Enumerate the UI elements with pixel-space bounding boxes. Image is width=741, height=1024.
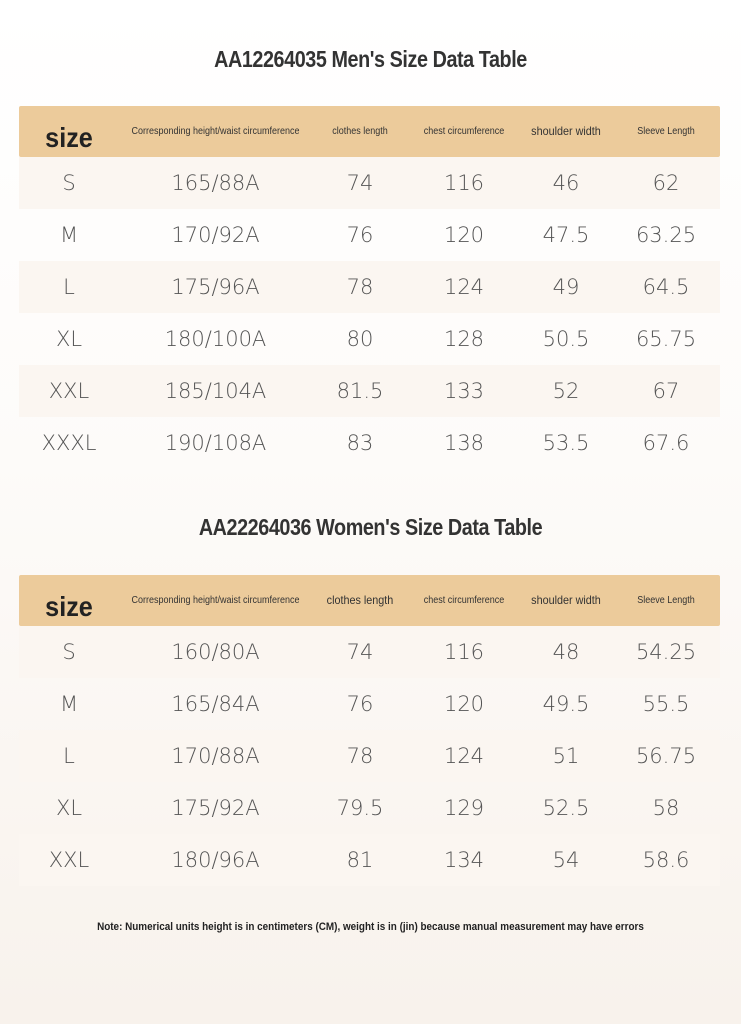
header-sleeve: Sleeve Length (637, 126, 695, 137)
table-row (19, 209, 720, 261)
height-waist-cell: 165/88A (171, 171, 260, 195)
header-sleeve: Sleeve Length (637, 595, 695, 606)
height-waist-cell: 190/108A (164, 431, 267, 455)
chest-cell: 124 (443, 744, 485, 768)
header-size: size (45, 590, 93, 622)
shoulder-cell: 52.5 (542, 796, 590, 820)
clothes-length-cell: 76 (346, 692, 374, 716)
shoulder-cell: 53.5 (542, 431, 590, 455)
size-cell: M (59, 223, 79, 247)
table-row (19, 678, 720, 730)
size-cell: XL (55, 796, 83, 820)
measurement-note: Note: Numerical units height is in centimeters (CM), weight is in (jin) because manual measurement may have errors (97, 921, 644, 933)
size-cell: XXL (48, 848, 90, 872)
height-waist-cell: 160/80A (171, 640, 260, 664)
height-waist-cell: 175/92A (171, 796, 260, 820)
height-waist-cell: 185/104A (164, 379, 267, 403)
sleeve-cell: 58.6 (642, 848, 690, 872)
shoulder-cell: 46 (552, 171, 580, 195)
table-row (19, 417, 720, 469)
clothes-length-cell: 74 (346, 171, 374, 195)
clothes-length-cell: 78 (346, 744, 374, 768)
table-row (19, 834, 720, 886)
clothes-length-cell: 81.5 (336, 379, 384, 403)
sleeve-cell: 56.75 (635, 744, 697, 768)
size-cell: XL (55, 327, 83, 351)
size-cell: XXL (48, 379, 90, 403)
height-waist-cell: 180/96A (171, 848, 260, 872)
sleeve-cell: 67.6 (642, 431, 690, 455)
size-cell: L (63, 275, 75, 299)
chest-cell: 124 (443, 275, 485, 299)
clothes-length-cell: 83 (346, 431, 374, 455)
height-waist-cell: 175/96A (171, 275, 260, 299)
women-table-title: AA22264036 Women's Size Data Table (198, 514, 543, 540)
clothes-length-cell: 79.5 (336, 796, 384, 820)
chest-cell: 134 (443, 848, 485, 872)
size-cell: S (62, 640, 76, 664)
height-waist-cell: 180/100A (164, 327, 267, 351)
shoulder-cell: 47.5 (542, 223, 590, 247)
clothes-length-cell: 74 (346, 640, 374, 664)
table-header (19, 106, 720, 157)
sleeve-cell: 58 (652, 796, 680, 820)
table-row (19, 365, 720, 417)
header-chest: chest circumference (423, 595, 505, 606)
header-chest: chest circumference (423, 126, 505, 137)
shoulder-cell: 52 (552, 379, 580, 403)
clothes-length-cell: 78 (346, 275, 374, 299)
chest-cell: 116 (443, 640, 485, 664)
shoulder-cell: 51 (552, 744, 580, 768)
header-shoulder: shoulder width (531, 124, 601, 138)
chest-cell: 129 (443, 796, 485, 820)
height-waist-cell: 165/84A (171, 692, 260, 716)
clothes-length-cell: 81 (346, 848, 374, 872)
table-row (19, 782, 720, 834)
clothes-length-cell: 80 (346, 327, 374, 351)
height-waist-cell: 170/88A (171, 744, 260, 768)
table-body (19, 157, 720, 469)
table-body (19, 626, 720, 886)
height-waist-cell: 170/92A (171, 223, 260, 247)
sleeve-cell: 67 (652, 379, 680, 403)
shoulder-cell: 50.5 (542, 327, 590, 351)
header-size: size (45, 121, 93, 153)
sleeve-cell: 62 (652, 171, 680, 195)
size-cell: M (59, 692, 79, 716)
table-row (19, 730, 720, 782)
men-size-table (19, 106, 720, 469)
sleeve-cell: 63.25 (635, 223, 697, 247)
table-header (19, 575, 720, 626)
sleeve-cell: 64.5 (642, 275, 690, 299)
header-height-waist: Corresponding height/waist circumference (131, 126, 300, 137)
header-clothes-length: clothes length (326, 593, 394, 607)
shoulder-cell: 49 (552, 275, 580, 299)
chest-cell: 120 (443, 692, 485, 716)
sleeve-cell: 55.5 (642, 692, 690, 716)
shoulder-cell: 48 (552, 640, 580, 664)
sleeve-cell: 54.25 (635, 640, 697, 664)
shoulder-cell: 49.5 (542, 692, 590, 716)
header-height-waist: Corresponding height/waist circumference (131, 595, 300, 606)
clothes-length-cell: 76 (346, 223, 374, 247)
table-row (19, 157, 720, 209)
size-cell: S (62, 171, 76, 195)
header-clothes-length: clothes length (332, 126, 388, 137)
chest-cell: 116 (443, 171, 485, 195)
size-cell: L (63, 744, 75, 768)
chest-cell: 138 (443, 431, 485, 455)
women-size-table (19, 575, 720, 886)
sleeve-cell: 65.75 (635, 327, 697, 351)
chest-cell: 133 (443, 379, 485, 403)
chest-cell: 128 (443, 327, 485, 351)
header-shoulder: shoulder width (531, 593, 601, 607)
table-row (19, 261, 720, 313)
size-cell: XXXL (41, 431, 97, 455)
shoulder-cell: 54 (552, 848, 580, 872)
chest-cell: 120 (443, 223, 485, 247)
table-row (19, 626, 720, 678)
table-row (19, 313, 720, 365)
men-table-title: AA12264035 Men's Size Data Table (214, 46, 527, 72)
